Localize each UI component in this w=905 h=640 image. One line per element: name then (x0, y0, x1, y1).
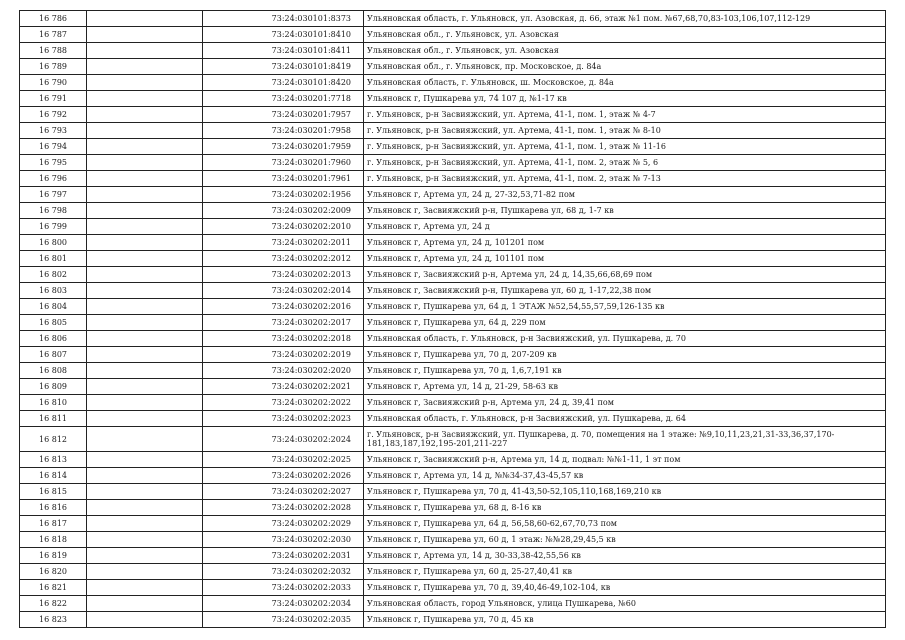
table-row (20, 251, 886, 267)
cadastral-number-cell: 73:24:030101:8410 (203, 27, 364, 43)
address-cell: Ульяновск г, Пушкарева ул, 74 107 д, №1-17 кв (364, 91, 886, 107)
address-cell: г. Ульяновск, р-н Засвияжский, ул. Артема, 41-1, пом. 1, этаж № 4-7 (364, 107, 886, 123)
empty-cell (87, 107, 203, 123)
cadastral-number-cell: 73:24:030201:7961 (203, 171, 364, 187)
table-row (20, 267, 886, 283)
empty-cell (87, 299, 203, 315)
row-number-cell: 16 790 (20, 75, 87, 91)
row-number-cell: 16 794 (20, 139, 87, 155)
cadastral-number-cell: 73:24:030202:2027 (203, 484, 364, 500)
address-cell: Ульяновск г, Пушкарева ул, 60 д, 25-27,40,41 кв (364, 564, 886, 580)
address-cell: Ульяновск г, Пушкарева ул, 70 д, 1,6,7,191 кв (364, 363, 886, 379)
cadastral-number-cell: 73:24:030202:2018 (203, 331, 364, 347)
table-row (20, 187, 886, 203)
empty-cell (87, 139, 203, 155)
table-row (20, 139, 886, 155)
empty-cell (87, 395, 203, 411)
row-number-cell: 16 804 (20, 299, 87, 315)
address-cell: Ульяновск г, Засвияжский р-н, Артема ул, 24 д, 39,41 пом (364, 395, 886, 411)
cadastral-number-cell: 73:24:030202:2034 (203, 596, 364, 612)
address-cell: Ульяновская область, г. Ульяновск, р-н Засвияжский, ул. Пушкарева, д. 70 (364, 331, 886, 347)
row-number-cell: 16 800 (20, 235, 87, 251)
address-cell: Ульяновск г, Засвияжский р-н, Пушкарева ул, 68 д, 1-7 кв (364, 203, 886, 219)
cadastral-number-cell: 73:24:030202:2016 (203, 299, 364, 315)
address-cell: г. Ульяновск, р-н Засвияжский, ул. Артема, 41-1, пом. 2, этаж № 5, 6 (364, 155, 886, 171)
cadastral-number-cell: 73:24:030201:7960 (203, 155, 364, 171)
empty-cell (87, 548, 203, 564)
empty-cell (87, 411, 203, 427)
row-number-cell: 16 806 (20, 331, 87, 347)
row-number-cell: 16 812 (20, 427, 87, 452)
row-number-cell: 16 816 (20, 500, 87, 516)
row-number-cell: 16 809 (20, 379, 87, 395)
table-row (20, 612, 886, 628)
cadastral-number-cell: 73:24:030202:2026 (203, 468, 364, 484)
empty-cell (87, 11, 203, 27)
address-cell: Ульяновск г, Артема ул, 24 д, 101101 пом (364, 251, 886, 267)
empty-cell (87, 187, 203, 203)
row-number-cell: 16 810 (20, 395, 87, 411)
empty-cell (87, 171, 203, 187)
table-row (20, 532, 886, 548)
table-row (20, 596, 886, 612)
cadastral-number-cell: 73:24:030202:2024 (203, 427, 364, 452)
row-number-cell: 16 786 (20, 11, 87, 27)
row-number-cell: 16 793 (20, 123, 87, 139)
empty-cell (87, 315, 203, 331)
table-row (20, 235, 886, 251)
table-row (20, 580, 886, 596)
table-row (20, 331, 886, 347)
table-row (20, 411, 886, 427)
row-number-cell: 16 822 (20, 596, 87, 612)
empty-cell (87, 27, 203, 43)
empty-cell (87, 363, 203, 379)
table-row (20, 27, 886, 43)
empty-cell (87, 427, 203, 452)
row-number-cell: 16 813 (20, 452, 87, 468)
row-number-cell: 16 820 (20, 564, 87, 580)
table-row (20, 395, 886, 411)
row-number-cell: 16 815 (20, 484, 87, 500)
address-cell: Ульяновская область, г. Ульяновск, ул. Азовская, д. 66, этаж №1 пом. №67,68,70,83-103,106,107,112-129 (364, 11, 886, 27)
row-number-cell: 16 795 (20, 155, 87, 171)
table-row (20, 500, 886, 516)
address-cell: Ульяновск г, Засвияжский р-н, Артема ул, 24 д, 14,35,66,68,69 пом (364, 267, 886, 283)
address-cell: Ульяновск г, Засвияжский р-н, Пушкарева ул, 60 д, 1-17,22,38 пом (364, 283, 886, 299)
cadastral-number-cell: 73:24:030101:8419 (203, 59, 364, 75)
address-cell: Ульяновская обл., г. Ульяновск, ул. Азовская (364, 27, 886, 43)
table-row (20, 91, 886, 107)
row-number-cell: 16 808 (20, 363, 87, 379)
address-cell: Ульяновск г, Артема ул, 14 д, 30-33,38-42,55,56 кв (364, 548, 886, 564)
address-cell: Ульяновск г, Пушкарева ул, 64 д, 56,58,60-62,67,70,73 пом (364, 516, 886, 532)
table-row (20, 315, 886, 331)
table-row (20, 171, 886, 187)
cadastral-number-cell: 73:24:030202:2028 (203, 500, 364, 516)
empty-cell (87, 484, 203, 500)
row-number-cell: 16 787 (20, 27, 87, 43)
cadastral-number-cell: 73:24:030202:2033 (203, 580, 364, 596)
table-row (20, 427, 886, 452)
cadastral-number-cell: 73:24:030202:2022 (203, 395, 364, 411)
address-cell: Ульяновск г, Артема ул, 24 д (364, 219, 886, 235)
row-number-cell: 16 819 (20, 548, 87, 564)
empty-cell (87, 283, 203, 299)
table-row (20, 11, 886, 27)
address-cell: Ульяновск г, Пушкарева ул, 70 д, 45 кв (364, 612, 886, 628)
table-body (20, 11, 886, 628)
address-cell: Ульяновская обл., г. Ульяновск, пр. Московское, д. 84а (364, 59, 886, 75)
address-cell: Ульяновск г, Артема ул, 14 д, №№34-37,43-45,57 кв (364, 468, 886, 484)
table-row (20, 203, 886, 219)
cadastral-number-cell: 73:24:030202:2025 (203, 452, 364, 468)
cadastral-number-cell: 73:24:030202:2031 (203, 548, 364, 564)
empty-cell (87, 91, 203, 107)
cadastral-number-cell: 73:24:030202:2010 (203, 219, 364, 235)
empty-cell (87, 452, 203, 468)
empty-cell (87, 532, 203, 548)
address-cell: Ульяновск г, Артема ул, 24 д, 27-32,53,71-82 пом (364, 187, 886, 203)
row-number-cell: 16 799 (20, 219, 87, 235)
table-row (20, 363, 886, 379)
table-row (20, 379, 886, 395)
empty-cell (87, 219, 203, 235)
empty-cell (87, 75, 203, 91)
address-cell: Ульяновск г, Пушкарева ул, 68 д, 8-16 кв (364, 500, 886, 516)
row-number-cell: 16 788 (20, 43, 87, 59)
address-cell: Ульяновск г, Пушкарева ул, 64 д, 229 пом (364, 315, 886, 331)
empty-cell (87, 347, 203, 363)
cadastral-number-cell: 73:24:030202:1956 (203, 187, 364, 203)
cadastral-number-cell: 73:24:030202:2021 (203, 379, 364, 395)
cadastral-number-cell: 73:24:030201:7957 (203, 107, 364, 123)
row-number-cell: 16 817 (20, 516, 87, 532)
table-row (20, 283, 886, 299)
cadastral-number-cell: 73:24:030202:2017 (203, 315, 364, 331)
cadastral-number-cell: 73:24:030201:7958 (203, 123, 364, 139)
empty-cell (87, 564, 203, 580)
table-row (20, 155, 886, 171)
cadastral-number-cell: 73:24:030202:2020 (203, 363, 364, 379)
table-row (20, 299, 886, 315)
address-cell: г. Ульяновск, р-н Засвияжский, ул. Артема, 41-1, пом. 2, этаж № 7-13 (364, 171, 886, 187)
empty-cell (87, 43, 203, 59)
row-number-cell: 16 789 (20, 59, 87, 75)
empty-cell (87, 203, 203, 219)
cadastral-number-cell: 73:24:030101:8420 (203, 75, 364, 91)
address-cell: Ульяновск г, Пушкарева ул, 60 д, 1 этаж: №№28,29,45,5 кв (364, 532, 886, 548)
table-row (20, 452, 886, 468)
table-row (20, 59, 886, 75)
address-cell: Ульяновск г, Артема ул, 14 д, 21-29, 58-63 кв (364, 379, 886, 395)
table-row (20, 75, 886, 91)
address-cell: г. Ульяновск, р-н Засвияжский, ул. Артема, 41-1, пом. 1, этаж № 8-10 (364, 123, 886, 139)
address-cell: Ульяновск г, Пушкарева ул, 70 д, 39,40,46-49,102-104, кв (364, 580, 886, 596)
empty-cell (87, 59, 203, 75)
cadastral-number-cell: 73:24:030202:2009 (203, 203, 364, 219)
address-cell: Ульяновская область, г. Ульяновск, ш. Московское, д. 84а (364, 75, 886, 91)
table-row (20, 347, 886, 363)
row-number-cell: 16 814 (20, 468, 87, 484)
address-cell: Ульяновск г, Пушкарева ул, 70 д, 41-43,50-52,105,110,168,169,210 кв (364, 484, 886, 500)
cadastral-register-table (19, 10, 886, 628)
empty-cell (87, 251, 203, 267)
empty-cell (87, 516, 203, 532)
row-number-cell: 16 805 (20, 315, 87, 331)
row-number-cell: 16 798 (20, 203, 87, 219)
empty-cell (87, 235, 203, 251)
table-row (20, 548, 886, 564)
table-row (20, 564, 886, 580)
cadastral-number-cell: 73:24:030202:2019 (203, 347, 364, 363)
row-number-cell: 16 801 (20, 251, 87, 267)
cadastral-number-cell: 73:24:030202:2029 (203, 516, 364, 532)
empty-cell (87, 612, 203, 628)
row-number-cell: 16 792 (20, 107, 87, 123)
table-row (20, 123, 886, 139)
cadastral-number-cell: 73:24:030202:2035 (203, 612, 364, 628)
empty-cell (87, 155, 203, 171)
row-number-cell: 16 803 (20, 283, 87, 299)
cadastral-number-cell: 73:24:030101:8411 (203, 43, 364, 59)
cadastral-number-cell: 73:24:030202:2014 (203, 283, 364, 299)
address-cell: Ульяновск г, Пушкарева ул, 70 д, 207-209 кв (364, 347, 886, 363)
row-number-cell: 16 818 (20, 532, 87, 548)
table-row (20, 219, 886, 235)
address-cell: Ульяновская область, город Ульяновск, улица Пушкарева, №60 (364, 596, 886, 612)
cadastral-number-cell: 73:24:030202:2032 (203, 564, 364, 580)
empty-cell (87, 596, 203, 612)
table-row (20, 107, 886, 123)
address-cell: Ульяновская обл., г. Ульяновск, ул. Азовская (364, 43, 886, 59)
row-number-cell: 16 796 (20, 171, 87, 187)
empty-cell (87, 379, 203, 395)
empty-cell (87, 123, 203, 139)
cadastral-number-cell: 73:24:030101:8373 (203, 11, 364, 27)
empty-cell (87, 580, 203, 596)
table-row (20, 43, 886, 59)
cadastral-number-cell: 73:24:030202:2030 (203, 532, 364, 548)
row-number-cell: 16 791 (20, 91, 87, 107)
row-number-cell: 16 807 (20, 347, 87, 363)
row-number-cell: 16 802 (20, 267, 87, 283)
register-sheet (19, 10, 885, 628)
address-cell: г. Ульяновск, р-н Засвияжский, ул. Пушкарева, д. 70, помещения на 1 этаже: №9,10,11,23,21,31-33,36,37,170-181,183,187,192,195-201,211-227 (364, 427, 886, 452)
address-cell: г. Ульяновск, р-н Засвияжский, ул. Артема, 41-1, пом. 1, этаж № 11-16 (364, 139, 886, 155)
table-row (20, 516, 886, 532)
cadastral-number-cell: 73:24:030202:2013 (203, 267, 364, 283)
address-cell: Ульяновск г, Засвияжский р-н, Артема ул, 14 д, подвал: №№1-11, 1 эт пом (364, 452, 886, 468)
row-number-cell: 16 797 (20, 187, 87, 203)
empty-cell (87, 468, 203, 484)
cadastral-number-cell: 73:24:030202:2011 (203, 235, 364, 251)
row-number-cell: 16 811 (20, 411, 87, 427)
cadastral-number-cell: 73:24:030202:2012 (203, 251, 364, 267)
empty-cell (87, 331, 203, 347)
row-number-cell: 16 821 (20, 580, 87, 596)
address-cell: Ульяновск г, Пушкарева ул, 64 д, 1 ЭТАЖ №52,54,55,57,59,126-135 кв (364, 299, 886, 315)
cadastral-number-cell: 73:24:030201:7959 (203, 139, 364, 155)
cadastral-number-cell: 73:24:030202:2023 (203, 411, 364, 427)
empty-cell (87, 500, 203, 516)
table-row (20, 484, 886, 500)
empty-cell (87, 267, 203, 283)
row-number-cell: 16 823 (20, 612, 87, 628)
address-cell: Ульяновск г, Артема ул, 24 д, 101201 пом (364, 235, 886, 251)
cadastral-number-cell: 73:24:030201:7718 (203, 91, 364, 107)
table-row (20, 468, 886, 484)
address-cell: Ульяновская область, г. Ульяновск, р-н Засвияжский, ул. Пушкарева, д. 64 (364, 411, 886, 427)
